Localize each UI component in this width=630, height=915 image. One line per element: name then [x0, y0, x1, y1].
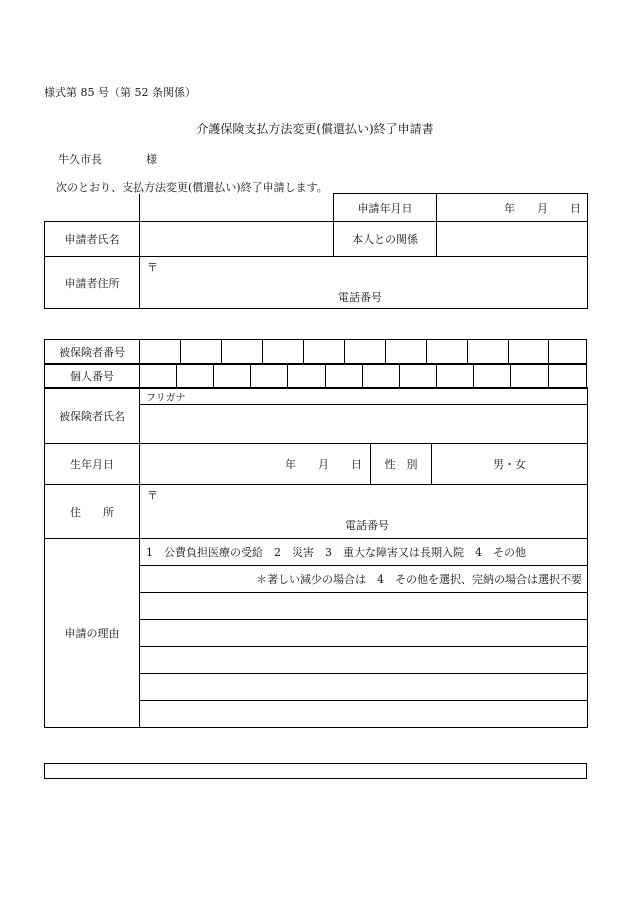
insured-address-field[interactable] [140, 485, 588, 539]
personal-number-digit[interactable] [511, 364, 549, 389]
insured-number-digit[interactable] [140, 340, 181, 365]
reason-line[interactable] [140, 674, 588, 701]
personal-number-label: 個人番号 [45, 364, 140, 389]
insured-table [44, 339, 587, 365]
reason-label: 申請の理由 [45, 539, 140, 728]
personal-number-digit[interactable] [437, 364, 474, 389]
furigana-field[interactable] [140, 388, 588, 405]
applicant-name-label: 申請者氏名 [45, 222, 140, 257]
applicant-name-field[interactable] [140, 222, 334, 257]
page-title: 介護保険支払方法変更(償還払い)終了申請書 [196, 122, 434, 136]
reason-options[interactable] [140, 539, 588, 566]
insured-number-digit[interactable] [386, 340, 427, 365]
application-date-field[interactable] [437, 194, 588, 222]
personal-number-digit[interactable] [214, 364, 251, 389]
insured-number-digit[interactable] [427, 340, 468, 365]
insured-number-digit[interactable] [549, 340, 587, 365]
relation-field[interactable] [437, 222, 588, 257]
applicant-address-field[interactable] [140, 257, 588, 309]
sex-label: 性 別 [371, 444, 432, 485]
personal-number-digit[interactable] [140, 364, 177, 389]
personal-number-digit[interactable] [251, 364, 288, 389]
reason-note [140, 566, 588, 593]
applicant-address-label: 申請者住所 [45, 257, 140, 309]
blank-cell [45, 194, 140, 222]
insured-phone-label: 電話番号 [345, 519, 389, 532]
reason-line[interactable] [140, 620, 588, 647]
furigana-label: フリガナ [146, 392, 186, 404]
reason-line[interactable] [140, 593, 588, 620]
insured-number-digit[interactable] [263, 340, 304, 365]
applicant-phone-label: 電話番号 [338, 291, 382, 304]
personal-number-digit[interactable] [400, 364, 437, 389]
application-date-label: 申請年月日 [334, 194, 437, 222]
insured-number-digit[interactable] [468, 340, 509, 365]
insured-name-field[interactable] [140, 405, 588, 444]
reason-line[interactable] [140, 701, 588, 728]
footer-box [44, 763, 587, 779]
personal-number-digit[interactable] [326, 364, 363, 389]
insured-number-digit[interactable] [509, 340, 549, 365]
reason-note-text: ＊著しい減少の場合は 4 その他を選択、完納の場合は選択不要 [256, 573, 582, 586]
insured-number-label: 被保険者番号 [45, 340, 140, 365]
insured-number-digit[interactable] [304, 340, 345, 365]
birth-date-field[interactable] [140, 444, 371, 485]
personal-number-digit[interactable] [474, 364, 511, 389]
relation-label: 本人との関係 [334, 222, 437, 257]
personal-number-table [44, 363, 587, 389]
form-number: 様式第 85 号（第 52 条関係） [44, 86, 196, 99]
insured-name-label: 被保険者氏名 [45, 388, 140, 444]
insured-detail-table [44, 387, 588, 728]
personal-number-digit[interactable] [549, 364, 587, 389]
insured-number-digit[interactable] [345, 340, 386, 365]
postal-mark: 〒 [147, 261, 158, 274]
reason-options-text: 1 公費負担医療の受給 2 災害 3 重大な障害又は長期入院 4 その他 [146, 546, 526, 559]
intro-text: 次のとおり、支払方法変更(償還払い)終了申請します。 [56, 181, 328, 194]
sex-value: 男・女 [493, 458, 526, 471]
application-date-value: 年 月 日 [504, 201, 581, 215]
insured-number-digit[interactable] [181, 340, 222, 365]
blank-cell [140, 194, 334, 222]
personal-number-digit[interactable] [288, 364, 326, 389]
insured-address-label: 住 所 [45, 485, 140, 539]
personal-number-digit[interactable] [177, 364, 214, 389]
postal-mark: 〒 [147, 489, 158, 502]
personal-number-digit[interactable] [363, 364, 400, 389]
birth-date-value: 年 月 日 [285, 458, 362, 471]
sex-field[interactable] [432, 444, 588, 485]
applicant-table [44, 193, 588, 309]
addressee: 牛久市長 様 [58, 153, 157, 166]
birth-date-label: 生年月日 [45, 444, 140, 485]
reason-line[interactable] [140, 647, 588, 674]
insured-number-digit[interactable] [222, 340, 263, 365]
